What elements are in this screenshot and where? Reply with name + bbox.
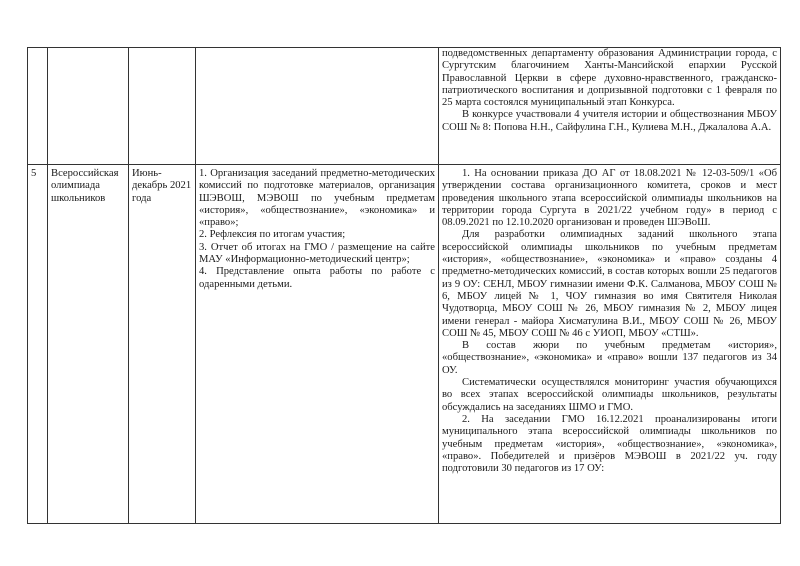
results-paragraph: подведомственных департаменту образования Администрации города, с Сургутским благочинием Ханты-Мансийской епархии Русской Православной Церкви в сфере духовно-нравственного, гражданско-патриотического воспитания и допризывной подготовки с 1 февраля по 25 марта состоялся муниципальный этап Конкурса. [442, 48, 777, 109]
cell-period: Июнь-декабрь 2021 года [129, 165, 196, 524]
cell-activities [196, 165, 439, 524]
cell-number: 5 [28, 165, 48, 524]
results-paragraph: В конкурсе участвовали 4 учителя истории и обществознания МБОУ СОШ № 8: Попова Н.Н., Сайфулина Г.Н., Кулиева М.Н., Джалалова А.А. [442, 109, 777, 133]
cell-activities [196, 48, 439, 165]
cell-number [28, 48, 48, 165]
results-paragraph: Систематически осуществлялся мониторинг участия обучающихся во всех этапах всероссийской олимпиады школьников, результаты обсуждались на заседаниях ШМО и ГМО. [442, 377, 777, 413]
results-paragraph: 2. На заседании ГМО 16.12.2021 проанализированы итоги муниципального этапа всероссийской олимпиады школьников по учебным предметам «история», «обществознание», «экономика», «право». Победителей и призёров МЭВОШ в 2021/22 уч. году подготовили 30 педагогов из 17 ОУ: [442, 413, 777, 475]
results-paragraph: 1. На основании приказа ДО АГ от 18.08.2021 № 12-03-509/1 «Об утверждении состава организационного комитета, сроков и мест проведения школьного этапа всероссийской олимпиады школьников на территории города Сургута в 2021/22 учебном году» в период с 08.09.2021 по 12.10.2020 организован и проведен ШЭВоШ. [442, 168, 777, 229]
cell-event: Всероссийская олимпиада школьников [48, 165, 129, 524]
activity-item: 1. Организация заседаний предметно-методических комиссий по подготовке материалов, организация ШЭВОШ, МЭВОШ по учебным предметам «история», «обществознание», «экономика» и «право»; [199, 168, 435, 229]
activity-item: 3. Отчет об итогах на ГМО / размещение на сайте МАУ «Информационно-методический центр»; [199, 241, 435, 266]
plan-table [27, 47, 781, 524]
cell-period [129, 48, 196, 165]
table-row [28, 165, 781, 524]
results-paragraph: Для разработки олимпиадных заданий школьного этапа всероссийской олимпиады школьников по учебным предметам «история», «обществознание», «экономика» и «право» созданы 4 предметно-методических комиссий, в состав которых вошли 25 педагогов из 9 ОУ: СЕНЛ, МБОУ гимназии имени Ф.К. Салманова, МБОУ СОШ № 6, МБОУ лицей № 1, ЧОУ гимназия во имя Святителя Николая Чудотворца, МБОУ СОШ № 26, МБОУ гимназия № 2, МБОУ лицея имени генерал - майора Хисматулина В.И., МБОУ СОШ № 26, МБОУ СОШ № 45, МБОУ СОШ № 46 с УИОП, МБОУ «СТШ». [442, 229, 777, 339]
cell-results [439, 48, 781, 165]
results-paragraph: В состав жюри по учебным предметам «история», «обществознание», «экономика» и «право» вошли 137 педагогов из 34 ОУ. [442, 340, 777, 376]
activity-item: 4. Представление опыта работы по работе с одаренными детьми. [199, 266, 435, 290]
cell-results [439, 165, 781, 524]
activity-item: 2. Рефлексия по итогам участия; [199, 229, 346, 241]
table-row [28, 48, 781, 165]
cell-event [48, 48, 129, 165]
